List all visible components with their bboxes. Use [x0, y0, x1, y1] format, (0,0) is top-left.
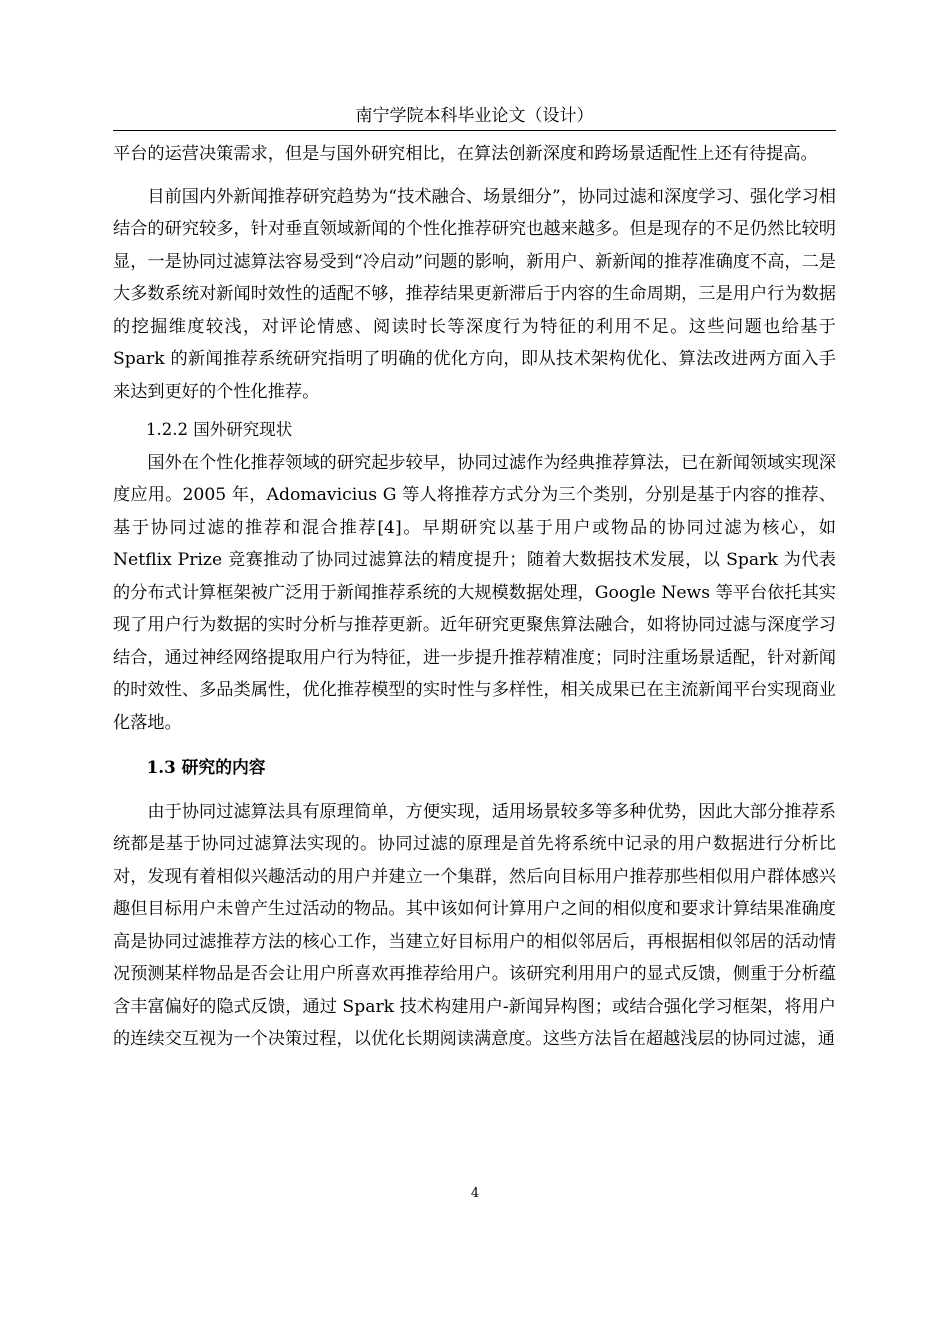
paragraph: 平台的运营决策需求，但是与国外研究相比，在算法创新深度和跨场景适配性上还有待提高。 — [113, 144, 818, 164]
page-number: 4 — [470, 1186, 480, 1201]
paragraph: 目前国内外新闻推荐研究趋势为“技术融合、场景细分”，协同过滤和深度学习、强化学习相结合的研究较多，针对垂直领域新闻的个性化推荐研究也越来越多。但是现存的不足仍然比较明显，一是协同过滤算法容易受到“冷启动”问题的影响，新用户、新新闻的推荐准确度不高，二是大多数系统对新闻时效性的适配不够，推荐结果更新滞后于内容的生命周期，三是用户行为数据的挖掘维度较浅，对评论情感、阅读时长等深度行为特征的利用不足。这些问题也给基于 Spark 的新闻推荐系统研究指明了明确的优化方向，即从技术架构优化、算法改进两方面入手来达到更好的个性化推荐。 — [113, 186, 836, 402]
page-header: 南宁学院本科毕业论文（设计） — [113, 104, 836, 131]
section-heading-1-3: 1.3 研究的内容 — [146, 757, 266, 777]
paragraph: 国外在个性化推荐领域的研究起步较早，协同过滤作为经典推荐算法，已在新闻领域实现深度应用。2005 年，Adomavicius G 等人将推荐方式分为三个类别，分别是基于内容的推荐、基于协同过滤的推荐和混合推荐[4]。早期研究以基于用户或物品的协同过滤为核心，如 Netflix Prize 竞赛推动了协同过滤算法的精度提升；随着大数据技术发展，以 Spark 为代表的分布式计算框架被广泛用于新闻推荐系统的大规模数据处理，Google News 等平台依托其实现了用户行为数据的实时分析与推荐更新。近年研究更聚焦算法融合，如将协同过滤与深度学习结合，通过神经网络提取用户行为特征，进一步提升推荐精准度；同时注重场景适配，针对新闻的时效性、多品类属性，优化推荐模型的实时性与多样性，相关成果已在主流新闻平台实现商业化落地。 — [113, 452, 836, 733]
body-text — [113, 138, 836, 1056]
paragraph: 由于协同过滤算法具有原理简单，方便实现，适用场景较多等多种优势，因此大部分推荐系统都是基于协同过滤算法实现的。协同过滤的原理是首先将系统中记录的用户数据进行分析比对，发现有着相似兴趣活动的用户并建立一个集群，然后向目标用户推荐那些相似用户群体感兴趣但目标用户未曾产生过活动的物品。其中该如何计算用户之间的相似度和要求计算结果准确度高是协同过滤推荐方法的核心工作，当建立好目标用户的相似邻居后，再根据相似邻居的活动情况预测某样物品是否会让用户所喜欢再推荐给用户。该研究利用用户的显式反馈，侧重于分析蕴含丰富偏好的隐式反馈，通过 Spark 技术构建用户-新闻异构图；或结合强化学习框架，将用户的连续交互视为一个决策过程，以优化长期阅读满意度。这些方法旨在超越浅层的协同过滤，通 — [113, 801, 836, 1049]
section-heading-1-2-2: 1.2.2 国外研究现状 — [146, 420, 293, 439]
